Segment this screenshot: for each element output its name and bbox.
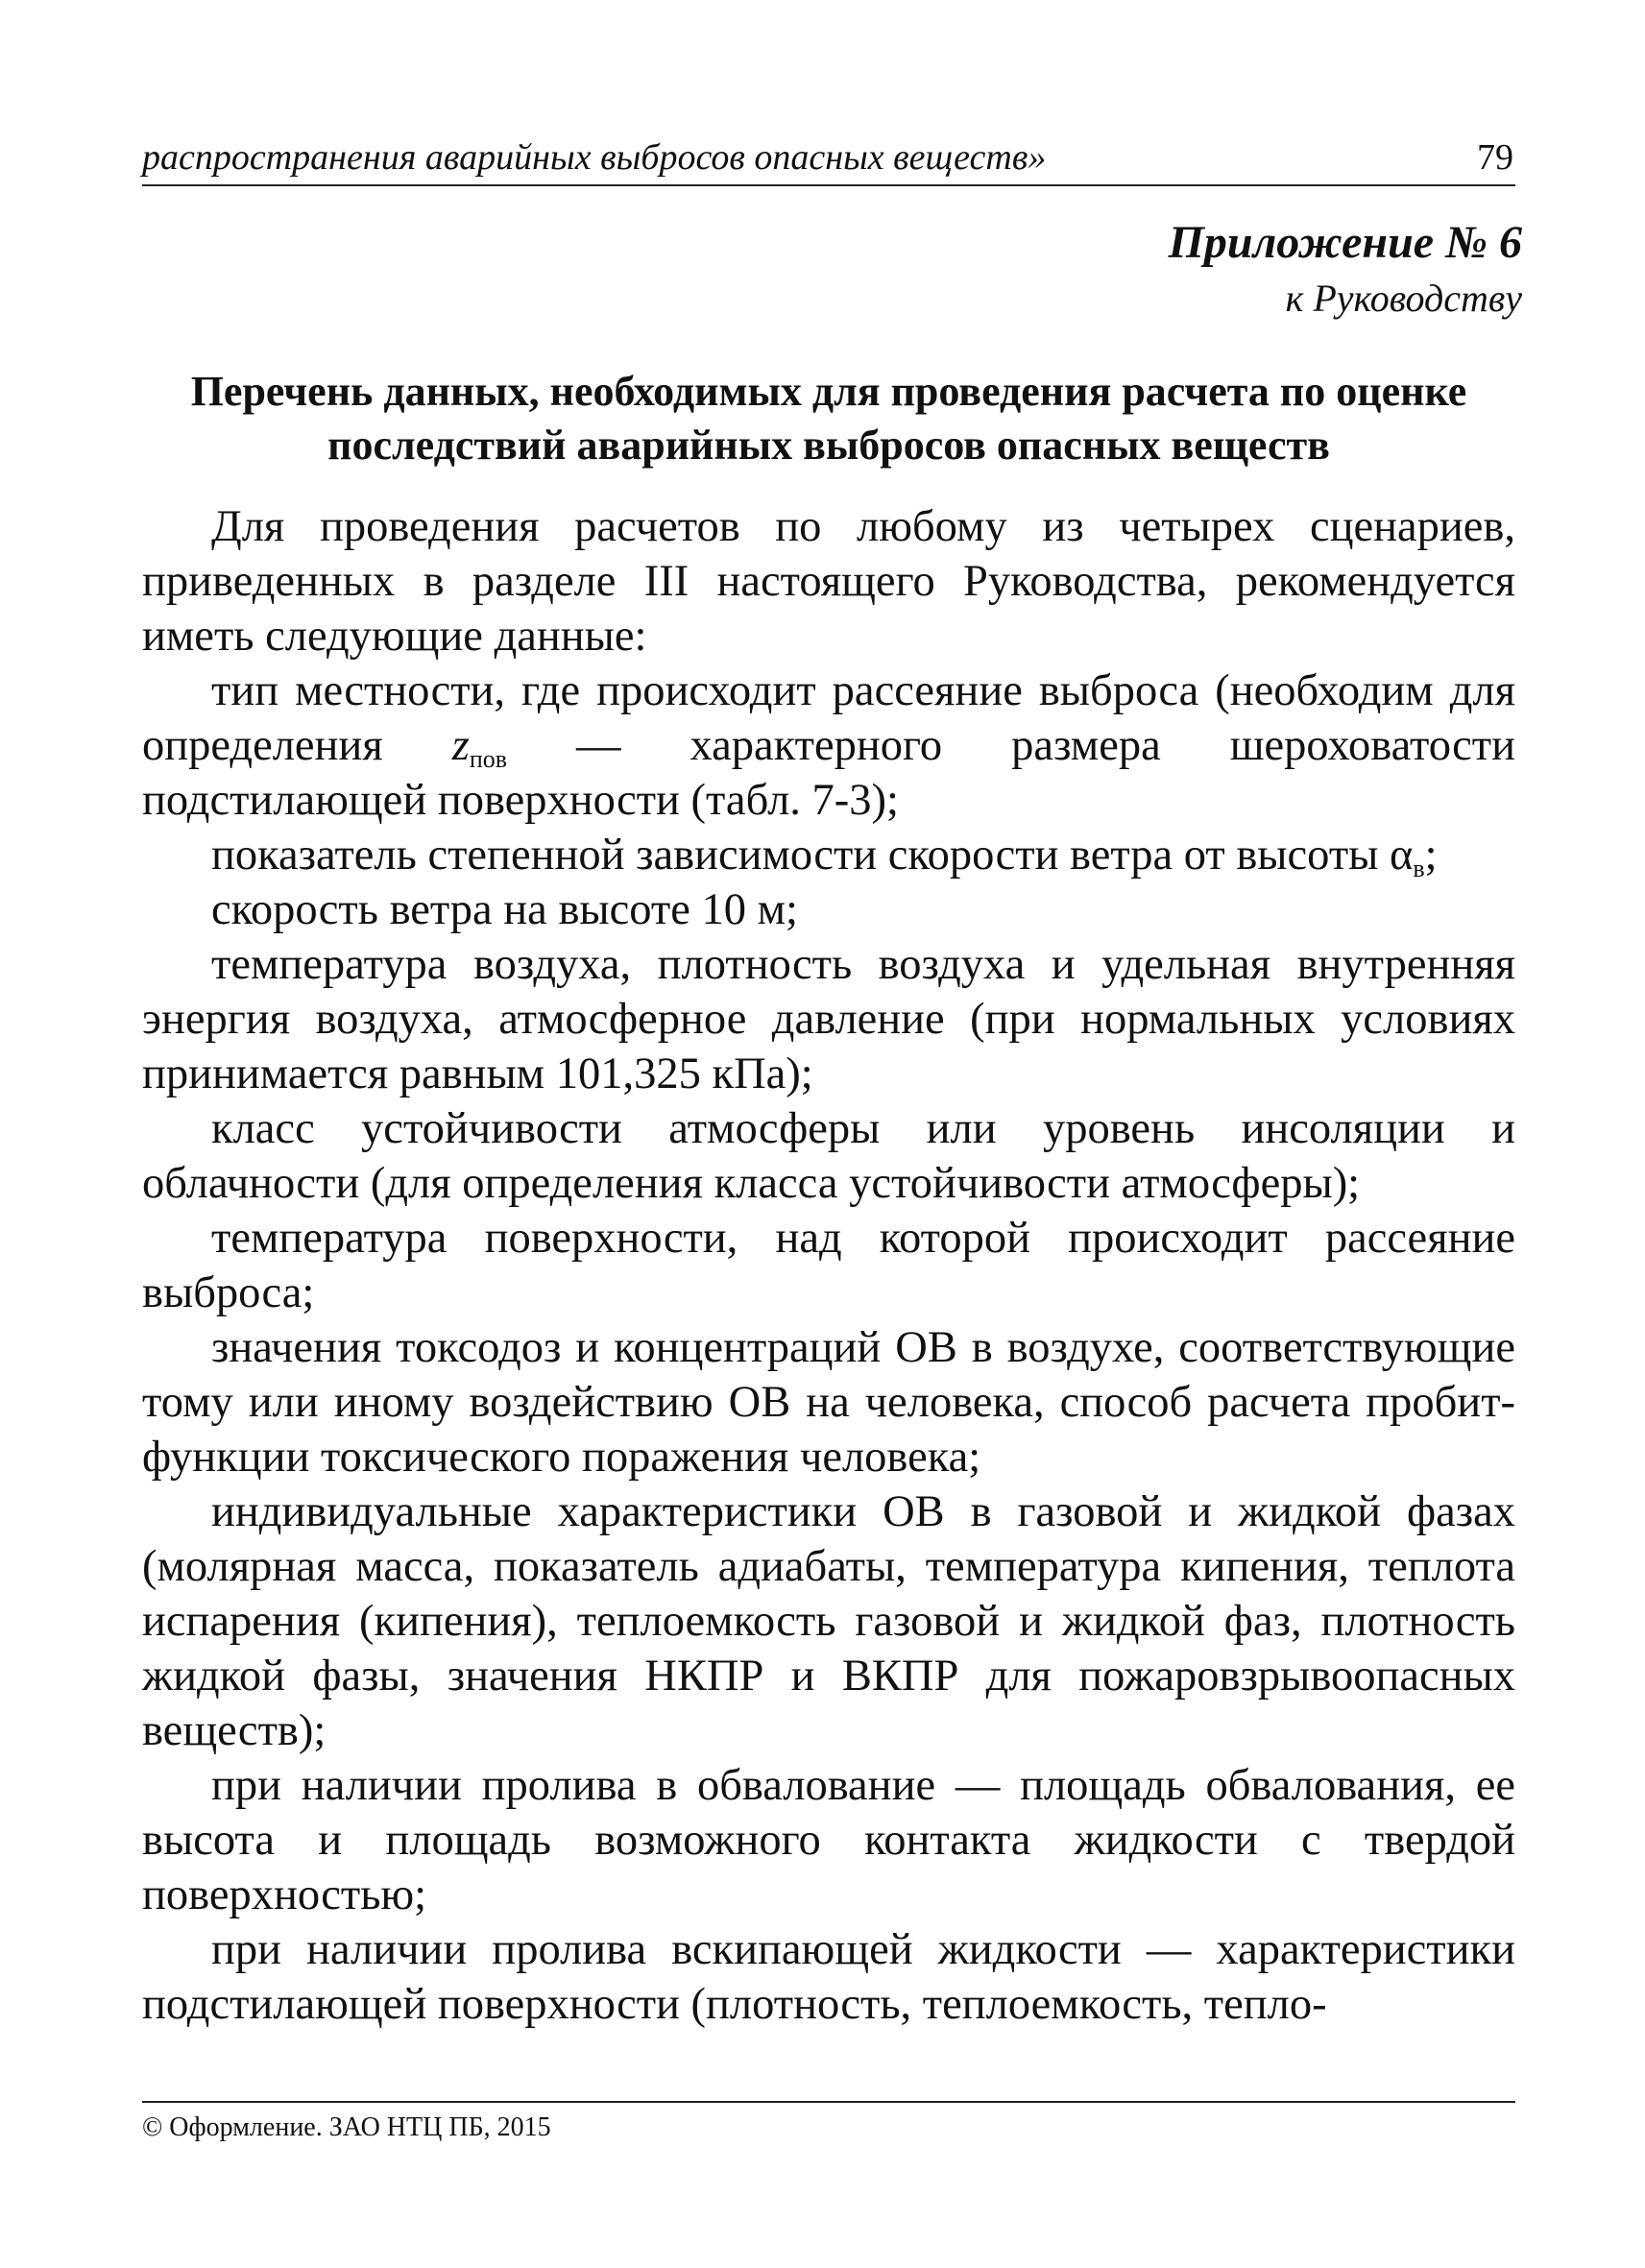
paragraph-wind-exponent [142,828,1515,882]
appendix-subtitle: к Руководству [1285,277,1522,320]
footer-copyright: © Оформление. ЗАО НТЦ ПБ, 2015 [142,2112,551,2142]
paragraph-stability-class: класс устойчивости атмосферы или уровень инсоляции и облачности (для определения класса устойчивости атмосферы); [142,1104,1515,1208]
wind-exponent-text-b: ; [1424,831,1438,880]
roughness-subscript: пов [469,745,508,773]
paragraph-bund-spill: при наличии пролива в обвалование — площадь обвалования, ее высота и площадь возможного контакта жидкости с твердой поверхностью; [142,1761,1515,1919]
section-heading [142,365,1515,472]
heading-line-2: последствий аварийных выбросов опасных веществ [327,422,1330,469]
roughness-symbol: z [451,721,470,770]
running-header [142,134,1515,186]
paragraph-wind-speed: скорость ветра на высоте 10 м; [211,885,798,934]
alpha-subscript: в [1413,855,1425,882]
running-title: распространения аварийных выбросов опасных веществ» [142,137,1047,178]
wind-exponent-text-a: показатель степенной зависимости скорости ветра от высоты [211,831,1391,880]
body-text [142,499,1515,2032]
heading-line-1: Перечень данных, необходимых для проведения расчета по оценке [190,368,1467,415]
footer-divider [142,2101,1515,2103]
paragraph-substance-properties: индивидуальные характеристики ОВ в газовой и жидкой фазах (молярная масса, показатель адиабаты, температура кипения, теплота испарения (кипения), теплоемкость газовой и жидкой фаз, плотность жидкой фазы, значения НКПР и ВКПР для пожаровзрывоопасных веществ); [142,1487,1515,1755]
alpha-symbol: α [1390,831,1414,880]
paragraph-intro: Для проведения расчетов по любому из четырех сценариев, приведенных в разделе III настоящего Руководства, рекомендуется иметь следующие данные: [142,502,1515,661]
terrain-text-b: — характерного размера шероховатости подстилающей поверхности (табл. 7-3); [142,721,1515,825]
page-number: 79 [1477,137,1513,178]
terrain-text-a: тип местности, где происходит рассеяние выброса (необходим для определения [142,666,1515,770]
appendix-title: Приложение № 6 [1168,217,1522,268]
paragraph-boiling-spill: при наличии пролива вскипающей жидкости — характеристики подстилающей поверхности (плотность, теплоемкость, тепло- [142,1925,1515,2029]
paragraph-air-properties: температура воздуха, плотность воздуха и удельная внутренняя энергия воздуха, атмосферное давление (при нормальных условиях принимается равным 101,325 кПа); [142,940,1515,1098]
appendix-label [1169,213,1522,325]
paragraph-terrain [142,664,1515,828]
paragraph-toxic-doses: значения токсодоз и концентраций ОВ в воздухе, соответствующие тому или иному воздействию ОВ на человека, способ расчета пробит-функции токсического поражения человека; [142,1323,1515,1482]
paragraph-surface-temperature: температура поверхности, над которой происходит рассеяние выброса; [142,1214,1515,1317]
